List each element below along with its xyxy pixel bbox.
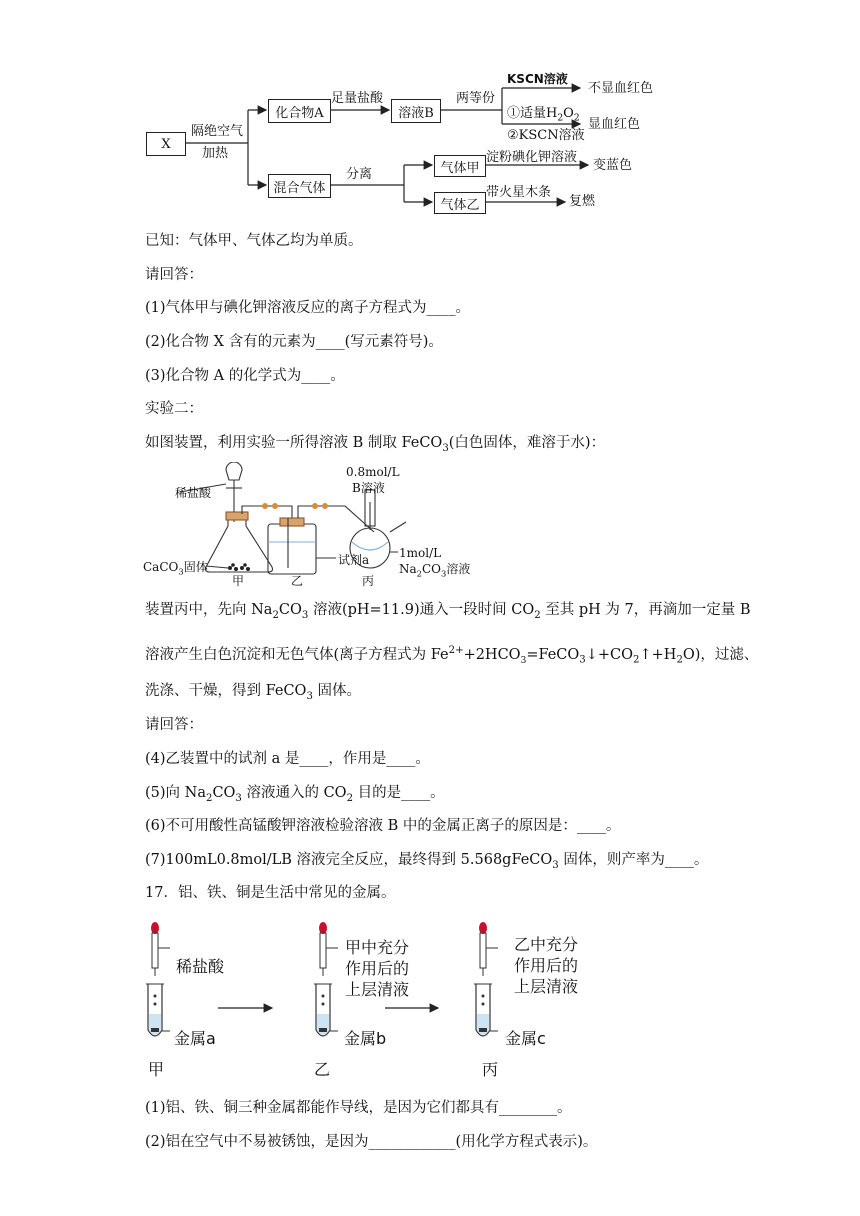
answer-prompt-1: 请回答： — [145, 267, 203, 283]
answer-prompt-2: 请回答： — [145, 717, 203, 733]
question-5: (5)向 $Na_2CO_3$ 溶液通入的 $CO_2$ 目的是____。 — [145, 785, 445, 804]
tube-3 — [474, 984, 498, 1036]
label-upper-liquid-2-l1: 甲中充分 — [345, 938, 410, 957]
dropper-2 — [319, 922, 338, 976]
label-reagent-a: 试剂a — [338, 553, 370, 567]
label-turn-blue: 变蓝色 — [593, 158, 633, 173]
label-reignite: 复燃 — [569, 194, 596, 209]
label-tube-jia: 甲 — [148, 1060, 165, 1079]
label-upper-liquid-2-l2: 作用后的 — [345, 959, 410, 978]
experiment-2-title: 实验二： — [145, 401, 203, 417]
label-na2co3: $Na_2CO_3$溶液 — [399, 562, 471, 579]
label-separate: 分离 — [346, 167, 373, 182]
label-heat-bottom: 加热 — [202, 146, 229, 161]
question-3: (3)化合物 A 的化学式为____。 — [145, 368, 345, 384]
box-gas-jia: 气体甲 — [434, 155, 486, 177]
question-6: (6)不可用酸性高锰酸钾溶液检验溶液 B 中的金属正离子的原因是：____。 — [145, 818, 621, 834]
label-ember: 带火星木条 — [486, 185, 552, 200]
label-flask-bing: 丙 — [362, 574, 375, 588]
paragraph-line-1: 装置丙中，先向 $Na_2CO_3$ 溶液(pH=11.9)通入一段时间 $CO_2$ 至其 pH 为 7，再滴加一定量 B — [145, 602, 751, 621]
label-upper-liquid-3-l3: 上层清液 — [514, 977, 579, 996]
label-b-conc: 0.8mol/L — [346, 465, 400, 479]
box-compound-a: 化合物A — [268, 99, 331, 123]
box-x: X — [146, 132, 186, 156]
label-no-red: 不显血红色 — [588, 81, 654, 96]
paragraph-line-3: 洗涤、干燥，得到 FeCO$_3$ 固体。 — [145, 683, 362, 702]
label-red: 显血红色 — [588, 117, 641, 132]
label-metal-c: 金属c — [505, 1029, 546, 1048]
paragraph-line-2: 溶液产生白色沉淀和无色气体(离子方程式为 $Fe^{2+}+2HCO3=FeCO_3↓+CO_2↑+H_2O$)，过滤、 — [145, 645, 759, 666]
label-caco3: CaCO$_3$固体 — [143, 560, 208, 577]
question-2: (2)化合物 X 含有的元素为____(写元素符号)。 — [145, 334, 443, 350]
label-dilute-hcl-tube: 稀盐酸 — [176, 957, 225, 976]
label-tube-bing: 丙 — [482, 1060, 499, 1079]
question-4: (4)乙装置中的试剂 a 是____，作用是____。 — [145, 751, 430, 767]
dropper-3 — [479, 922, 498, 976]
box-mixed-gas: 混合气体 — [268, 174, 331, 198]
label-bottle-yi: 乙 — [291, 574, 304, 588]
tube-1 — [146, 984, 170, 1036]
known-text: 已知：气体甲、气体乙均为单质。 — [145, 233, 363, 249]
label-excess-hcl: 足量盐酸 — [331, 91, 384, 106]
label-dilute-hcl: 稀盐酸 — [175, 486, 212, 500]
label-starch-ki: 淀粉碘化钾溶液 — [486, 150, 578, 165]
question-17: 17．铝、铁、铜是生活中常见的金属。 — [145, 885, 396, 901]
label-b-sol: B溶液 — [352, 481, 385, 495]
label-kscn: KSCN溶液 — [507, 72, 568, 86]
label-metal-a: 金属a — [174, 1029, 216, 1048]
hco3-subscript: 3 — [520, 655, 527, 666]
label-metal-b: 金属b — [344, 1029, 387, 1048]
label-na-conc: 1mol/L — [399, 546, 442, 560]
label-flask-jia: 甲 — [232, 574, 245, 588]
label-tube-yi: 乙 — [314, 1060, 331, 1079]
question-1: (1)气体甲与碘化钾溶液反应的离子方程式为____。 — [145, 300, 471, 316]
label-heat-top: 隔绝空气 — [191, 124, 244, 139]
label-step1: ①适量$H_2O_2$ — [507, 106, 580, 124]
dropper-1 — [151, 922, 170, 976]
label-upper-liquid-3-l2: 作用后的 — [514, 956, 579, 975]
label-two-parts: 两等份 — [456, 91, 496, 106]
label-upper-liquid-3-l1: 乙中充分 — [514, 935, 579, 954]
question-17-1: (1)铝、铁、铜三种金属都能作导线，是因为它们都具有________。 — [145, 1100, 572, 1116]
question-17-2: (2)铝在空气中不易被锈蚀，是因为____________(用化学方程式表示)。 — [145, 1134, 598, 1150]
question-7: (7)100mL0.8mol/LB 溶液完全反应，最终得到 5.568gFeCO$_3$ 固体，则产率为____。 — [145, 852, 709, 871]
label-step2: ②KSCN溶液 — [507, 128, 585, 143]
experiment-2-intro: 如图装置，利用实验一所得溶液 B 制取 FeCO$_3$(白色固体，难溶于水)： — [145, 435, 606, 454]
tube-2 — [314, 984, 338, 1036]
label-upper-liquid-2-l3: 上层清液 — [345, 980, 410, 999]
box-solution-b: 溶液B — [391, 99, 441, 123]
box-gas-yi: 气体乙 — [434, 192, 486, 214]
